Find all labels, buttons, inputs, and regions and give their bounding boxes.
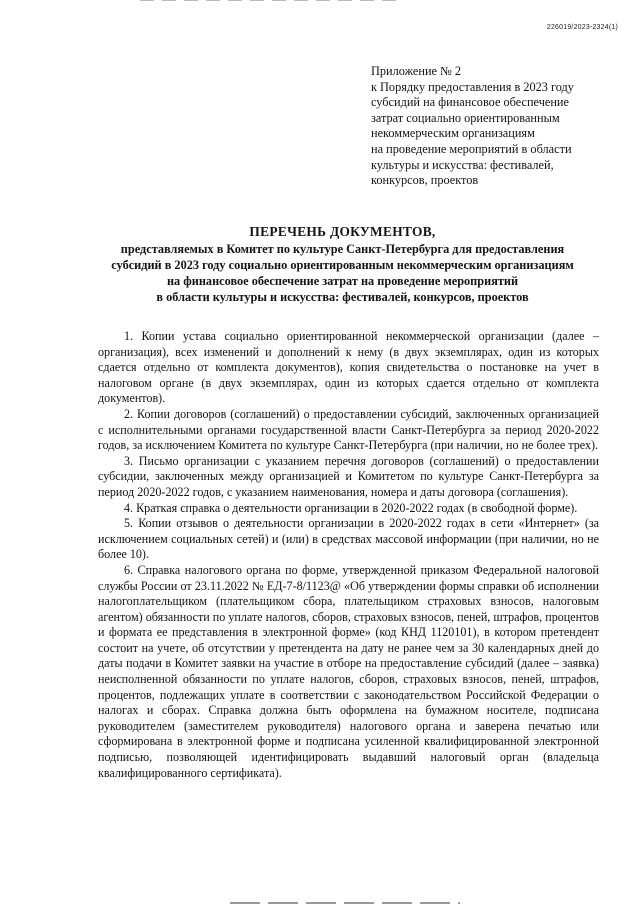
list-item-2: 2. Копии договоров (соглашений) о предоставлении субсидий, заключенных организацией с исполнительными органами государственной власти Санкт-Петербурга за период 2020-2022 годов, за исключением Комитета по культуре Санкт-Петербурга (при наличии, но не более трех). (98, 406, 599, 453)
heading-line: в области культуры и искусства: фестивалей, конкурсов, проектов (156, 290, 529, 304)
document-code: 226019/2023-2324(1) (546, 24, 618, 31)
document-body (98, 329, 599, 781)
appendix-line: конкурсов, проектов (371, 173, 479, 188)
heading-line: субсидий в 2023 году социально ориентированным некоммерческим организациям (111, 258, 574, 272)
appendix-line: к Порядку предоставления в 2023 году (371, 79, 574, 94)
appendix-line: культуры и искусства: фестивалей, (371, 157, 554, 172)
appendix-line: субсидий на финансовое обеспечение (371, 95, 569, 110)
list-item-6: 6. Справка налогового органа по форме, утвержденной приказом Федеральной налоговой службы России от 23.11.2022 № ЕД-7-8/1123@ «Об утверждении формы справки об исполнении налогоплательщиком (плательщиком сбора, плательщиком страховых взносов, налоговым агентом) обязанности по уплате налогов, сборов, страховых взносов, пеней, штрафов, процентов и формата ее представления в электронной форме» (код КНД 1120101), в котором претендент состоит на учете, об отсутствии у претендента на дату не ранее чем за 30 календарных дней до даты подачи в Комитет заявки на участие в отборе на предоставление субсидий (далее – заявка) неисполненной обязанности по уплате налогов, сборов, страховых взносов, пеней, штрафов, процентов, подлежащих уплате в соответствии с законодательством Российской Федерации о налогах и сборах. Справка должна быть оформлена на бумажном носителе, подписана руководителем (заместителем руководителя) налогового органа и заверена печатью или сформирована в электронной форме и подписана усиленной квалифицированной электронной подписью, позволяющей идентифицировать выдавший налоговый орган (владельца квалифицированного сертификата). (98, 562, 599, 780)
list-item-4: 4. Краткая справка о деятельности организации в 2020-2022 годах (в свободной форме). (124, 500, 578, 515)
list-item-1: 1. Копии устава социально ориентированной некоммерческой организации (далее – организация), всех изменений и дополнений к нему (в двух экземплярах, один из которых сдается отдельно от комплекта документов), копия свидетельства о постановке на учет в налоговом органе (в двух экземплярах, один из которых сдается отдельно от комплекта документов). (98, 329, 599, 406)
heading-line: представляемых в Комитет по культуре Санкт-Петербурга для предоставления (120, 242, 565, 256)
heading-line: на финансовое обеспечение затрат на проведение мероприятий (166, 274, 519, 288)
appendix-block (371, 64, 621, 189)
document-heading (60, 224, 625, 305)
list-item-3: 3. Письмо организации с указанием перечня договоров (соглашений) о предоставлении субсидии, заключенных между организацией и Комитетом по культуре Санкт-Петербурга за период 2020-2022 годов, с указанием наименования, номера и даты договора (соглашения). (98, 453, 599, 499)
scan-edge-bottom (230, 902, 460, 904)
appendix-line: на проведение мероприятий в области (371, 141, 572, 156)
appendix-line: затрат социально ориентированным (371, 110, 560, 125)
heading-title: ПЕРЕЧЕНЬ ДОКУМЕНТОВ, (249, 224, 436, 239)
scan-edge-top (140, 0, 400, 1)
list-item-5: 5. Копии отзывов о деятельности организации в 2020-2022 годах в сети «Интернет» (за исключением социальных сетей) и (или) в средствах массовой информации (при наличии, но не более 10). (98, 516, 599, 562)
appendix-line: Приложение № 2 (371, 64, 462, 78)
appendix-line: некоммерческим организациям (371, 126, 535, 141)
